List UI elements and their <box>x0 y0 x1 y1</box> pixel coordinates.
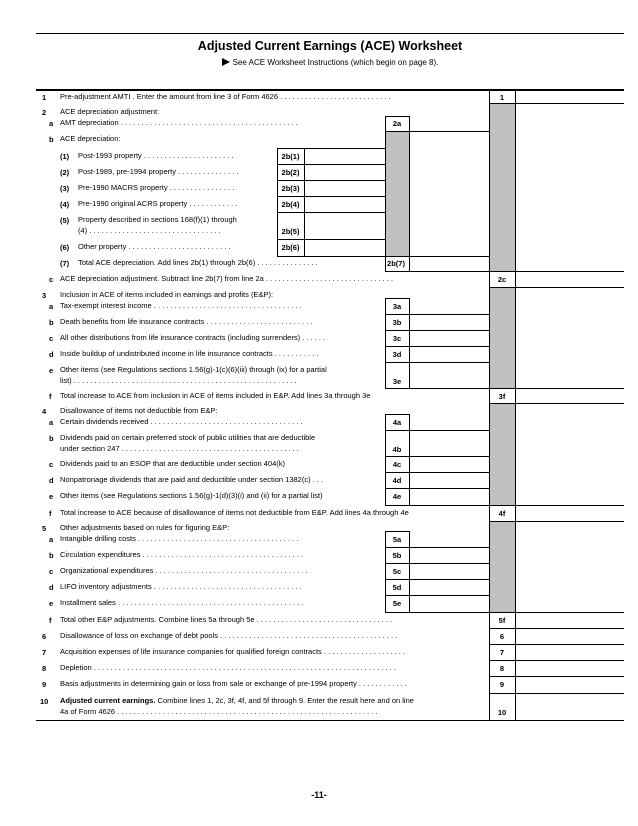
sub-number: (1) <box>60 152 70 161</box>
line-label: 2b(3) <box>281 184 300 193</box>
line-letter: c <box>49 567 54 576</box>
line-label: 5d <box>392 583 402 592</box>
row-line <box>385 579 489 580</box>
row-line <box>385 563 489 564</box>
sub-number: (3) <box>60 184 70 193</box>
line-letter: c <box>49 275 54 284</box>
line-number: 1 <box>42 93 47 102</box>
line-label: 2b(6) <box>281 243 300 252</box>
line-text: Inclusion in ACE of items included in earnings and profits (E&P): <box>60 290 274 299</box>
line-number: 7 <box>42 648 47 657</box>
row-line <box>489 660 624 661</box>
form-bottom-rule <box>36 720 624 721</box>
line-label: 10 <box>497 708 507 717</box>
line-label: 6 <box>499 632 505 641</box>
line-text: Other items (see Regulations sections 1.56(g)-1(c)(6)(iii) through (ix) for a partial <box>60 365 327 374</box>
line-text-bold: Adjusted current earnings. <box>60 696 156 705</box>
line-text: ACE depreciation: <box>60 134 121 143</box>
col-line-e <box>385 298 386 388</box>
line-text: Other property . . . . . . . . . . . . . . . . . . . . . . . . . <box>78 242 231 251</box>
col-line-j <box>409 531 410 612</box>
col-line-k <box>489 89 490 720</box>
line-label: 5e <box>392 599 402 608</box>
top-rule <box>36 33 624 34</box>
line-text: Total other E&P adjustments. Combine lines 5a through 5e . . . . . . . . . . . . . . . . . . . . . . . . . . . . . . . . . <box>60 615 393 624</box>
page-title: Adjusted Current Earnings (ACE) Worksheet <box>197 39 463 53</box>
line-text: ACE depreciation adjustment: <box>60 107 160 116</box>
row-line <box>385 612 624 613</box>
line-label: 2a <box>392 119 402 128</box>
line-text: AMT depreciation . . . . . . . . . . . . . . . . . . . . . . . . . . . . . . . . . . . . . . . . . . . <box>60 118 298 127</box>
line-number: 6 <box>42 632 47 641</box>
line-text: Installment sales . . . . . . . . . . . . . . . . . . . . . . . . . . . . . . . . . . . . . . . . . . . . . <box>60 598 304 607</box>
line-letter: c <box>49 460 54 469</box>
line-label: 4b <box>392 445 402 454</box>
line-text: Depletion . . . . . . . . . . . . . . . . . . . . . . . . . . . . . . . . . . . . . . . . . . . . . . . . . . . . . . . . . . . . . . . . . . . . . . . . . <box>60 663 396 672</box>
line-label: 7 <box>499 648 505 657</box>
line-label: 3a <box>392 302 402 311</box>
shade-2 <box>489 103 515 271</box>
row-line <box>489 403 624 404</box>
line-letter: b <box>49 135 54 144</box>
row-line <box>385 271 624 272</box>
line-number: 2 <box>42 108 47 117</box>
line-label: 3e <box>392 377 402 386</box>
line-label: 2b(5) <box>281 227 300 236</box>
line-text-cont: under section 247 . . . . . . . . . . . . . . . . . . . . . . . . . . . . . . . . . . . . . . . . . . . <box>60 444 299 453</box>
line-text-rest: Combine lines 1, 2c, 3f, 4f, and 5f through 9. Enter the result here and on line <box>155 696 414 705</box>
line-number: 5 <box>42 524 47 533</box>
line-label: 5f <box>498 616 506 625</box>
line-text: Intangible drilling costs . . . . . . . . . . . . . . . . . . . . . . . . . . . . . . . . . . . . . . . <box>60 534 299 543</box>
line-text: Pre-adjustment AMTI . Enter the amount from line 3 of Form 4626 . . . . . . . . . . . . . . . . . . . . . . . . . . . <box>60 92 391 101</box>
row-line <box>385 298 409 299</box>
row-line <box>385 346 489 347</box>
line-text: Property described in sections 168(f)(1) through <box>78 215 237 224</box>
row-line <box>277 148 385 149</box>
line-letter: a <box>49 302 54 311</box>
instructions-note <box>36 58 624 67</box>
line-text: Dividends paid to an ESOP that are deductible under section 404(k) <box>60 459 285 468</box>
sub-number: (4) <box>60 200 70 209</box>
sub-number: (6) <box>60 243 70 252</box>
sub-number: (5) <box>60 216 70 225</box>
line-text: Organizational expenditures . . . . . . . . . . . . . . . . . . . . . . . . . . . . . . . . . . . . . <box>60 566 308 575</box>
line-label: 2c <box>497 275 507 284</box>
row-line <box>385 472 489 473</box>
row-line <box>385 505 624 506</box>
line-text: Total increase to ACE because of disallowance of items not deductible from E&P. Add lines 4a through 4e <box>60 508 409 517</box>
row-line <box>385 330 489 331</box>
sub-number: (2) <box>60 168 70 177</box>
line-letter: c <box>49 334 54 343</box>
row-line <box>385 430 489 431</box>
row-line <box>385 131 489 132</box>
row-line <box>385 547 489 548</box>
row-line <box>489 521 624 522</box>
line-text: Total ACE depreciation. Add lines 2b(1) through 2b(6) . . . . . . . . . . . . . . . <box>78 258 318 267</box>
line-text: Dividends paid on certain preferred stock of public utilities that are deductible <box>60 433 316 442</box>
row-line <box>277 212 385 213</box>
line-letter: f <box>49 616 52 625</box>
col-line-f <box>409 298 410 388</box>
line-label: 3d <box>392 350 402 359</box>
line-label: 3c <box>392 334 402 343</box>
row-line <box>385 362 489 363</box>
page-number: -11- <box>311 790 327 800</box>
line-text: Tax-exempt interest income . . . . . . . . . . . . . . . . . . . . . . . . . . . . . . . . . . . . <box>60 301 302 310</box>
shade-2b <box>385 131 409 257</box>
row-line <box>489 693 624 694</box>
row-line <box>277 196 385 197</box>
col-line-b <box>409 116 410 271</box>
line-label: 5b <box>392 551 402 560</box>
row-line <box>385 414 409 415</box>
line-letter: a <box>49 535 54 544</box>
sub-number: (7) <box>60 259 70 268</box>
line-letter: f <box>49 509 52 518</box>
line-text: Total increase to ACE from inclusion in ACE of items included in E&P. Add lines 3a through 3e <box>60 391 371 400</box>
line-label: 4e <box>392 492 402 501</box>
line-label: 3f <box>498 392 506 401</box>
col-line-h <box>409 414 410 505</box>
line-label: 2b(4) <box>281 200 300 209</box>
line-letter: e <box>49 492 54 501</box>
line-label: 3b <box>392 318 402 327</box>
line-text-cont: list) . . . . . . . . . . . . . . . . . . . . . . . . . . . . . . . . . . . . . . . . . . . . . . . . . . . . . . <box>60 376 297 385</box>
line-letter: b <box>49 434 54 443</box>
row-line <box>385 595 489 596</box>
shade-4 <box>489 403 515 505</box>
row-line <box>385 314 489 315</box>
shade-5 <box>489 521 515 612</box>
line-text: Pre-1990 original ACRS property . . . . . . . . . . . . <box>78 199 238 208</box>
line-text: LIFO inventory adjustments . . . . . . . . . . . . . . . . . . . . . . . . . . . . . . . . . . . . <box>60 582 302 591</box>
row-line <box>489 103 624 104</box>
line-letter: e <box>49 366 54 375</box>
line-text: Post-1989, pre-1994 property . . . . . . . . . . . . . . . <box>78 167 239 176</box>
line-text: Other adjustments based on rules for figuring E&P: <box>60 523 230 532</box>
line-label: 5c <box>392 567 402 576</box>
line-number: 4 <box>42 407 47 416</box>
line-text-cont: (4) . . . . . . . . . . . . . . . . . . . . . . . . . . . . . . . . <box>78 226 221 235</box>
line-label: 4d <box>392 476 402 485</box>
row-line <box>385 531 409 532</box>
line-letter: a <box>49 119 54 128</box>
line-letter: b <box>49 551 54 560</box>
line-text: Acquisition expenses of life insurance companies for qualified foreign contracts . . . . . . . . . . . . . . . . . . . . <box>60 647 406 656</box>
col-line-a <box>385 116 386 271</box>
line-label: 4a <box>392 418 402 427</box>
line-text: ACE depreciation adjustment. Subtract line 2b(7) from line 2a . . . . . . . . . . . . . . . . . . . . . . . . . . . . . . . <box>60 274 394 283</box>
line-text: Post-1993 property . . . . . . . . . . . . . . . . . . . . . . <box>78 151 234 160</box>
line-text: Nonpatronage dividends that are paid and deductible under section 1382(c) . . . <box>60 475 324 484</box>
row-line <box>385 488 489 489</box>
row-line <box>385 388 624 389</box>
line-letter: d <box>49 476 54 485</box>
row-line <box>385 456 489 457</box>
row-line <box>385 116 409 117</box>
shade-3 <box>489 287 515 388</box>
line-text: Death benefits from life insurance contracts . . . . . . . . . . . . . . . . . . . . . . . . . . <box>60 317 313 326</box>
line-text <box>60 695 414 706</box>
line-label: 2b(7) <box>387 259 405 268</box>
row-line <box>489 287 624 288</box>
line-text: All other distributions from life insurance contracts (including surrenders) . . . . . . <box>60 333 326 342</box>
line-number: 9 <box>42 680 47 689</box>
line-text: Disallowance of loss on exchange of debt pools . . . . . . . . . . . . . . . . . . . . . . . . . . . . . . . . . . . . . . . . . . . <box>60 631 398 640</box>
line-text-cont: 4a of Form 4626 . . . . . . . . . . . . . . . . . . . . . . . . . . . . . . . . . . . . . . . . . . . . . . . . . . . . . . . . . . . . . . . <box>60 707 378 716</box>
line-letter: b <box>49 318 54 327</box>
line-number: 8 <box>42 664 47 673</box>
line-letter: d <box>49 350 54 359</box>
line-letter: f <box>49 392 52 401</box>
col-line-l <box>515 89 516 720</box>
line-text: Pre-1990 MACRS property . . . . . . . . . . . . . . . . <box>78 183 235 192</box>
line-label: 1 <box>499 93 505 102</box>
row-line <box>277 239 385 240</box>
line-text: Other items (see Regulations sections 1.56(g)-1(d)(3)(i) and (ii) for a partial list) <box>60 491 323 500</box>
row-line <box>489 644 624 645</box>
line-number: 3 <box>42 291 47 300</box>
line-text: Disallowance of items not deductible from E&P: <box>60 406 218 415</box>
row-line <box>277 180 385 181</box>
instructions-text: See ACE Worksheet Instructions (which begin on page 8). <box>232 58 439 67</box>
line-label: 8 <box>499 664 505 673</box>
line-label: 5a <box>392 535 402 544</box>
row-line <box>277 164 385 165</box>
line-label: 4c <box>392 460 402 469</box>
line-text: Circulation expenditures . . . . . . . . . . . . . . . . . . . . . . . . . . . . . . . . . . . . . . . <box>60 550 303 559</box>
row-line <box>489 628 624 629</box>
line-letter: d <box>49 583 54 592</box>
line-letter: e <box>49 599 54 608</box>
line-label: 2b(2) <box>281 168 300 177</box>
arrow-icon <box>222 58 230 66</box>
line-label: 9 <box>499 680 505 689</box>
line-number: 10 <box>40 697 49 706</box>
line-text: Certain dividends received . . . . . . . . . . . . . . . . . . . . . . . . . . . . . . . . . . . . . <box>60 417 303 426</box>
line-label: 4f <box>498 509 506 518</box>
line-label: 2b(1) <box>281 152 300 161</box>
row-line <box>489 676 624 677</box>
line-text: Basis adjustments in determining gain or loss from sale or exchange of pre-1994 property . . . . . . . . . . . . <box>60 679 407 688</box>
line-text: Inside buildup of undistributed income in life insurance contracts . . . . . . . . . . . <box>60 349 319 358</box>
line-letter: a <box>49 418 54 427</box>
